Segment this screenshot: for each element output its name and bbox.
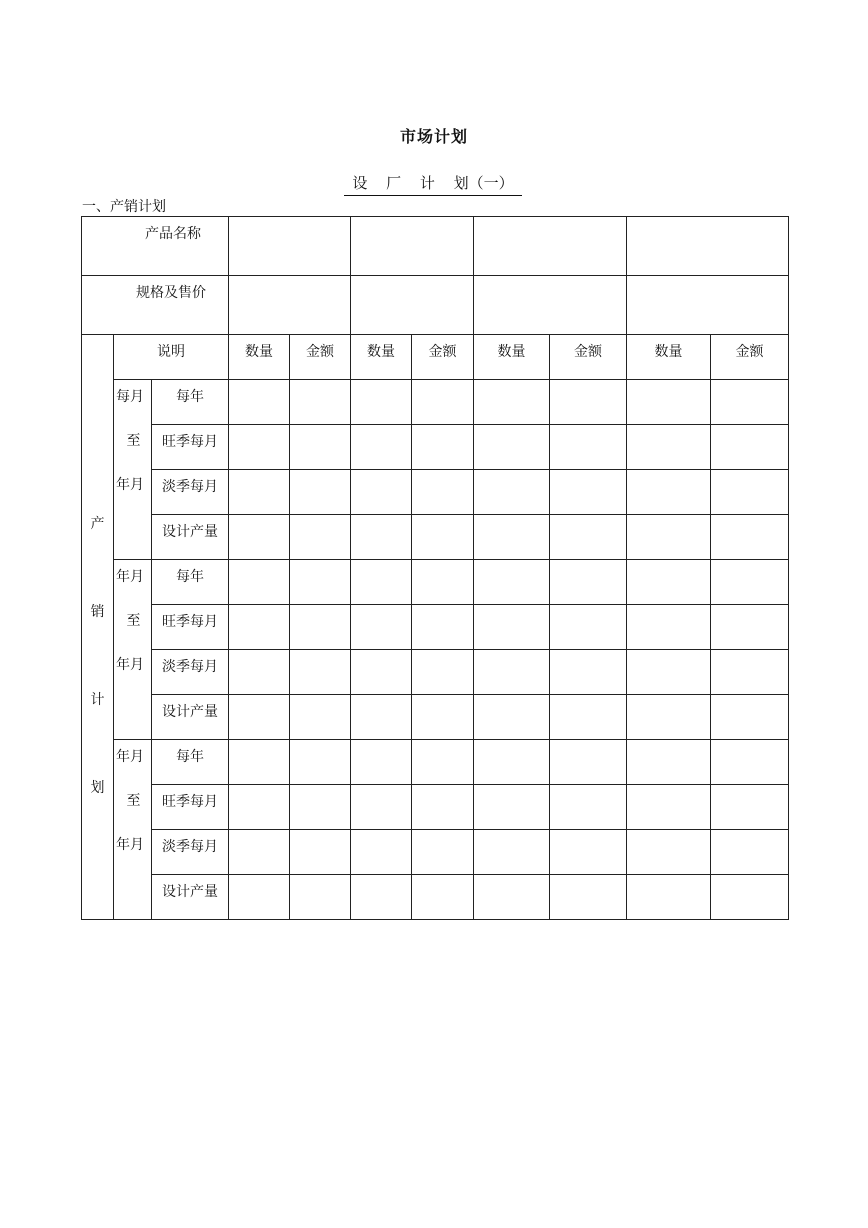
quantity-cell[interactable]	[351, 425, 412, 470]
amount-cell[interactable]	[711, 650, 789, 695]
amount-cell[interactable]	[412, 605, 474, 650]
amount-cell[interactable]	[412, 515, 474, 560]
quantity-cell[interactable]	[474, 650, 550, 695]
amount-cell[interactable]	[290, 650, 351, 695]
side-label-char: 计	[90, 692, 105, 708]
form-subtitle: 设 厂 计 划（一）	[344, 172, 522, 196]
amount-header-text: 金额	[574, 344, 602, 360]
row-label-cell	[152, 785, 229, 830]
row-label: 设计产量	[162, 704, 218, 720]
amount-cell[interactable]	[711, 605, 789, 650]
plan-row	[82, 515, 789, 560]
quantity-cell[interactable]	[229, 785, 290, 830]
period-cell	[114, 560, 152, 740]
side-label-cell	[82, 335, 114, 920]
amount-cell[interactable]	[711, 785, 789, 830]
quantity-header-2	[351, 335, 412, 380]
row-label-cell	[152, 470, 229, 515]
quantity-cell[interactable]	[351, 470, 412, 515]
quantity-cell[interactable]	[627, 605, 711, 650]
quantity-header-text: 数量	[245, 344, 273, 360]
spec-price-row	[82, 276, 789, 335]
period-line: 年月	[116, 837, 144, 853]
quantity-cell[interactable]	[627, 740, 711, 785]
quantity-cell[interactable]	[229, 560, 290, 605]
amount-header-text: 金额	[735, 344, 764, 360]
quantity-cell[interactable]	[627, 560, 711, 605]
page-title: 市场计划	[399, 127, 468, 146]
quantity-cell[interactable]	[351, 560, 412, 605]
quantity-header-1	[229, 335, 290, 380]
quantity-header-3	[474, 335, 550, 380]
plan-row	[82, 650, 789, 695]
plan-row	[82, 695, 789, 740]
period-cell	[114, 740, 152, 920]
row-label-cell	[152, 560, 229, 605]
amount-cell[interactable]	[550, 515, 627, 560]
description-header: 说明	[157, 344, 185, 360]
period-line: 年月	[116, 749, 144, 765]
amount-header-text: 金额	[306, 344, 334, 360]
spec-price-cell-4[interactable]	[627, 276, 789, 335]
amount-cell[interactable]	[550, 785, 627, 830]
amount-cell[interactable]	[711, 830, 789, 875]
row-label-cell	[152, 425, 229, 470]
plan-row	[82, 560, 789, 605]
side-label-char: 划	[90, 780, 105, 796]
row-label-cell	[152, 695, 229, 740]
quantity-cell[interactable]	[229, 470, 290, 515]
amount-header-4	[711, 335, 789, 380]
plan-row	[82, 470, 789, 515]
amount-cell[interactable]	[550, 740, 627, 785]
amount-cell[interactable]	[412, 425, 474, 470]
production-sales-plan-table	[81, 216, 789, 920]
quantity-header-4	[627, 335, 711, 380]
amount-header-3	[550, 335, 627, 380]
quantity-cell[interactable]	[351, 830, 412, 875]
amount-cell[interactable]	[711, 515, 789, 560]
quantity-cell[interactable]	[627, 695, 711, 740]
period-line: 每月	[116, 389, 144, 405]
spec-price-cell-1[interactable]	[229, 276, 351, 335]
amount-cell[interactable]	[550, 875, 627, 920]
row-label-cell	[152, 380, 229, 425]
quantity-cell[interactable]	[474, 830, 550, 875]
amount-cell[interactable]	[290, 785, 351, 830]
quantity-cell[interactable]	[474, 470, 550, 515]
row-label-cell	[152, 740, 229, 785]
row-label: 淡季每月	[162, 659, 218, 675]
period-line: 年月	[116, 569, 144, 585]
quantity-cell[interactable]	[351, 785, 412, 830]
row-label: 淡季每月	[162, 479, 218, 495]
amount-cell[interactable]	[290, 380, 351, 425]
quantity-cell[interactable]	[474, 875, 550, 920]
row-label-cell	[152, 830, 229, 875]
amount-cell[interactable]	[711, 695, 789, 740]
quantity-cell[interactable]	[474, 695, 550, 740]
period-line: 年月	[116, 657, 144, 673]
amount-cell[interactable]	[550, 830, 627, 875]
amount-cell[interactable]	[290, 470, 351, 515]
product-name-label-cell	[82, 217, 229, 276]
amount-cell[interactable]	[290, 560, 351, 605]
amount-cell[interactable]	[711, 380, 789, 425]
amount-cell[interactable]	[290, 875, 351, 920]
amount-cell[interactable]	[711, 740, 789, 785]
product-name-cell-4[interactable]	[627, 217, 789, 276]
row-label: 淡季每月	[162, 839, 218, 855]
quantity-cell[interactable]	[351, 515, 412, 560]
period-line: 至	[126, 793, 141, 809]
quantity-cell[interactable]	[474, 380, 550, 425]
quantity-cell[interactable]	[229, 695, 290, 740]
plan-row	[82, 425, 789, 470]
row-label: 旺季每月	[162, 434, 218, 450]
amount-cell[interactable]	[711, 470, 789, 515]
row-label: 旺季每月	[162, 614, 218, 630]
row-label-cell	[152, 650, 229, 695]
period-line: 至	[126, 433, 141, 449]
quantity-cell[interactable]	[474, 560, 550, 605]
side-label	[82, 335, 113, 797]
amount-cell[interactable]	[550, 695, 627, 740]
quantity-cell[interactable]	[627, 425, 711, 470]
quantity-cell[interactable]	[351, 605, 412, 650]
spec-price-cell-2[interactable]	[351, 276, 474, 335]
amount-cell[interactable]	[290, 605, 351, 650]
amount-cell[interactable]	[412, 650, 474, 695]
quantity-cell[interactable]	[474, 515, 550, 560]
period-line: 年月	[116, 477, 144, 493]
side-label-char: 销	[90, 604, 105, 620]
quantity-cell[interactable]	[627, 515, 711, 560]
amount-cell[interactable]	[412, 380, 474, 425]
section-heading: 一、产销计划	[82, 199, 166, 215]
quantity-cell[interactable]	[229, 650, 290, 695]
row-label-cell	[152, 605, 229, 650]
amount-cell[interactable]	[412, 470, 474, 515]
quantity-cell[interactable]	[627, 830, 711, 875]
quantity-header-text: 数量	[654, 344, 683, 360]
amount-header-text: 金额	[428, 344, 457, 360]
amount-cell[interactable]	[711, 875, 789, 920]
amount-header-1	[290, 335, 351, 380]
quantity-cell[interactable]	[351, 380, 412, 425]
quantity-cell[interactable]	[627, 650, 711, 695]
amount-header-2	[412, 335, 474, 380]
quantity-cell[interactable]	[627, 875, 711, 920]
quantity-cell[interactable]	[229, 605, 290, 650]
quantity-cell[interactable]	[229, 830, 290, 875]
amount-cell[interactable]	[290, 740, 351, 785]
product-name-cell-2[interactable]	[351, 217, 474, 276]
quantity-cell[interactable]	[351, 650, 412, 695]
amount-cell[interactable]	[550, 650, 627, 695]
plan-row	[82, 830, 789, 875]
quantity-cell[interactable]	[351, 740, 412, 785]
side-label-char: 产	[90, 516, 105, 532]
quantity-cell[interactable]	[627, 380, 711, 425]
plan-row	[82, 380, 789, 425]
amount-cell[interactable]	[290, 695, 351, 740]
spec-price-label: 规格及售价	[136, 285, 206, 301]
amount-cell[interactable]	[550, 605, 627, 650]
amount-cell[interactable]	[550, 425, 627, 470]
quantity-cell[interactable]	[229, 515, 290, 560]
amount-cell[interactable]	[550, 560, 627, 605]
plan-row	[82, 785, 789, 830]
row-label: 旺季每月	[162, 794, 218, 810]
amount-cell[interactable]	[290, 515, 351, 560]
period-cell	[114, 380, 152, 560]
product-name-row	[82, 217, 789, 276]
quantity-cell[interactable]	[229, 380, 290, 425]
amount-cell[interactable]	[412, 560, 474, 605]
row-label: 每年	[176, 749, 204, 765]
amount-cell[interactable]	[412, 695, 474, 740]
quantity-cell[interactable]	[627, 785, 711, 830]
row-label: 设计产量	[162, 524, 218, 540]
amount-cell[interactable]	[412, 785, 474, 830]
amount-cell[interactable]	[550, 380, 627, 425]
amount-cell[interactable]	[412, 740, 474, 785]
spec-price-cell-3[interactable]	[474, 276, 627, 335]
quantity-cell[interactable]	[229, 425, 290, 470]
period-line: 至	[126, 613, 141, 629]
quantity-cell[interactable]	[351, 875, 412, 920]
column-header-row	[82, 335, 789, 380]
amount-cell[interactable]	[711, 425, 789, 470]
quantity-header-text: 数量	[497, 344, 526, 360]
quantity-cell[interactable]	[229, 740, 290, 785]
amount-cell[interactable]	[290, 425, 351, 470]
quantity-cell[interactable]	[474, 740, 550, 785]
row-label: 每年	[176, 569, 204, 585]
product-name-cell-1[interactable]	[229, 217, 351, 276]
row-label-cell	[152, 515, 229, 560]
quantity-cell[interactable]	[474, 425, 550, 470]
plan-row	[82, 605, 789, 650]
plan-row	[82, 875, 789, 920]
row-label: 设计产量	[162, 884, 218, 900]
quantity-cell[interactable]	[351, 695, 412, 740]
quantity-cell[interactable]	[474, 785, 550, 830]
quantity-cell[interactable]	[474, 605, 550, 650]
spec-price-label-cell	[82, 276, 229, 335]
row-label: 每年	[176, 389, 204, 405]
product-name-cell-3[interactable]	[474, 217, 627, 276]
description-header-cell	[114, 335, 229, 380]
amount-cell[interactable]	[412, 830, 474, 875]
quantity-cell[interactable]	[229, 875, 290, 920]
quantity-header-text: 数量	[367, 344, 395, 360]
plan-row	[82, 740, 789, 785]
quantity-cell[interactable]	[627, 470, 711, 515]
row-label-cell	[152, 875, 229, 920]
amount-cell[interactable]	[550, 470, 627, 515]
amount-cell[interactable]	[711, 560, 789, 605]
product-name-label: 产品名称	[145, 226, 201, 242]
amount-cell[interactable]	[412, 875, 474, 920]
amount-cell[interactable]	[290, 830, 351, 875]
